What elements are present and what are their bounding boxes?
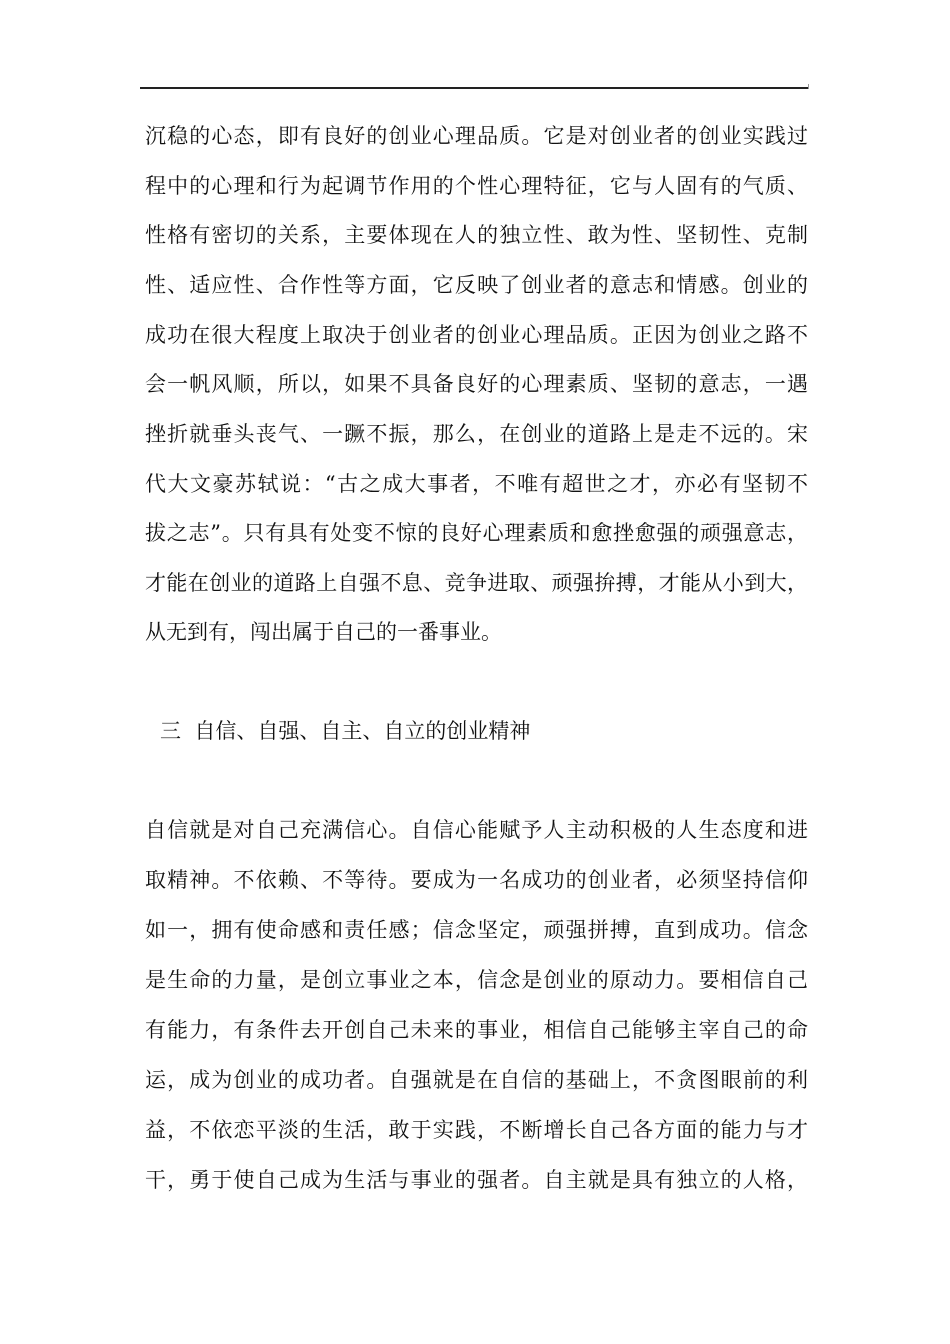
text-line: 性格有密切的关系，主要体现在人的独立性、敢为性、坚韧性、克制 xyxy=(145,223,808,247)
text-line: 如一，拥有使命感和责任感；信念坚定，顽强拼搏，直到成功。信念 xyxy=(145,918,808,942)
section-heading: 三 自信、自强、自主、自立的创业精神 xyxy=(160,719,531,743)
text-line: 自信就是对自己充满信心。自信心能赋予人主动积极的人生态度和进 xyxy=(145,818,808,842)
header-rule-tick xyxy=(808,84,809,89)
text-line: 是生命的力量，是创立事业之本，信念是创业的原动力。要相信自己 xyxy=(145,968,808,992)
text-line: 干，勇于使自己成为生活与事业的强者。自主就是具有独立的人格， xyxy=(145,1168,808,1192)
text-line: 性、适应性、合作性等方面，它反映了创业者的意志和情感。创业的 xyxy=(145,273,808,297)
text-line: 才能在创业的道路上自强不息、竞争进取、顽强拚搏，才能从小到大， xyxy=(145,571,808,595)
text-line: 运，成为创业的成功者。自强就是在自信的基础上，不贪图眼前的利 xyxy=(145,1068,808,1092)
text-line: 成功在很大程度上取决于创业者的创业心理品质。正因为创业之路不 xyxy=(145,323,808,347)
text-line: 有能力，有条件去开创自己未来的事业，相信自己能够主宰自己的命 xyxy=(145,1018,808,1042)
text-line: 从无到有，闯出属于自己的一番事业。 xyxy=(145,620,502,644)
text-line: 程中的心理和行为起调节作用的个性心理特征，它与人固有的气质、 xyxy=(145,174,808,198)
text-line: 拔之志”。只有具有处变不惊的良好心理素质和愈挫愈强的顽强意志， xyxy=(145,521,808,545)
text-line: 会一帆风顺，所以，如果不具备良好的心理素质、坚韧的意志，一遇 xyxy=(145,372,808,396)
header-rule xyxy=(140,87,808,89)
text-line: 益，不依恋平淡的生活，敢于实践，不断增长自己各方面的能力与才 xyxy=(145,1118,808,1142)
text-line: 取精神。不依赖、不等待。要成为一名成功的创业者，必须坚持信仰 xyxy=(145,868,808,892)
text-line: 沉稳的心态，即有良好的创业心理品质。它是对创业者的创业实践过 xyxy=(145,124,808,148)
text-line: 代大文豪苏轼说：“古之成大事者，不唯有超世之才，亦必有坚韧不 xyxy=(145,472,808,496)
text-line: 挫折就垂头丧气、一蹶不振，那么，在创业的道路上是走不远的。宋 xyxy=(145,422,808,446)
